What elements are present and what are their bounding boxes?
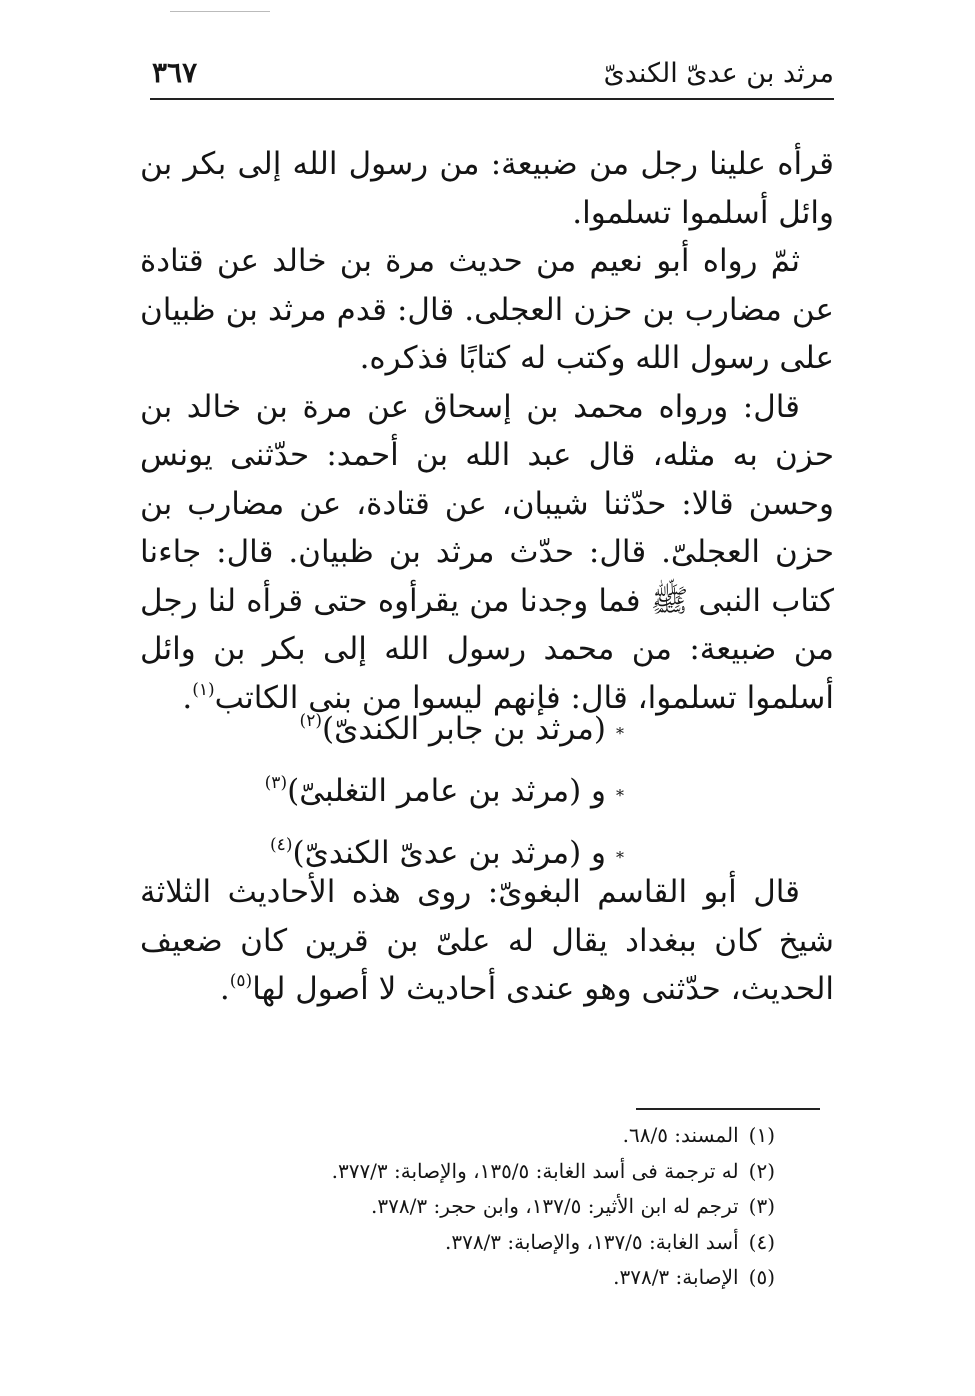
entry-list — [140, 698, 834, 884]
asterisk-icon: * — [616, 786, 624, 805]
top-edge-mark — [170, 11, 270, 12]
footnote-text: الإصابة: ٣٧٨/٣. — [613, 1265, 739, 1289]
entry-title: (مرثد بن جابر الكندىّ) — [322, 711, 606, 747]
entry-title: و (مرثد بن عدىّ الكندىّ) — [292, 835, 606, 871]
footnotes — [230, 1118, 775, 1296]
paragraph-1: قرأه علينا رجل من ضبيعة: من رسول الله إلى بكر بن وائل أسلموا تسلموا. — [140, 146, 834, 231]
footnote-text: ترجم له ابن الأثير: ١٣٧/٥، وابن حجر: ٣٧٨/٣. — [371, 1194, 739, 1218]
footnote-text: له ترجمة فى أسد الغابة: ١٣٥/٥، والإصابة: ٣٧٧/٣. — [331, 1158, 739, 1183]
footnote-item — [230, 1225, 775, 1261]
footnote-ref-5: (٥) — [229, 971, 253, 992]
page-number: ٣٦٧ — [152, 56, 198, 89]
footnote-separator — [636, 1108, 820, 1110]
footnote-item — [230, 1260, 775, 1296]
asterisk-icon: * — [616, 848, 624, 867]
footnote-text: المسند: ٦٨/٥. — [622, 1123, 739, 1147]
footnote-ref-2: (٢) — [299, 711, 322, 732]
footnote-ref-3: (٣) — [264, 773, 288, 794]
footnote-ref-1: (١) — [192, 679, 215, 700]
footnote-marker: (٤) — [748, 1229, 775, 1254]
asterisk-icon: * — [616, 724, 624, 743]
running-title: مرثد بن عدىّ الكندىّ — [603, 58, 834, 89]
footnote-item — [230, 1189, 775, 1225]
closing-paragraph-text: قال أبو القاسم البغوىّ: روى هذه الأحاديث الثلاثة شيخ كان ببغداد يقال له علىّ بن قرين كان ضعيف الحديث، حدّثنى وهو عندى أحاديث لا أصول لها — [140, 874, 834, 1007]
footnote-marker: (٣) — [748, 1194, 775, 1218]
footnote-marker: (٥) — [748, 1265, 775, 1289]
footnote-ref-4: (٤) — [270, 835, 293, 856]
footnote-item — [230, 1118, 775, 1154]
footnote-marker: (١) — [748, 1123, 775, 1147]
closing-text — [140, 868, 834, 1014]
entry-title: و (مرثد بن عامر التغلبىّ) — [287, 773, 606, 809]
paragraph-3: قال: ورواه محمد بن إسحاق عن مرة بن خالد بن حزن به مثله، قال عبد الله بن أحمد: حدّثنى يونس وحسن قالا: حدّثنا شيبان، عن قتادة، عن مضارب بن حزن العجلىّ. قال: حدّث مرثد بن ظبيان. قال: جاءنا كتاب النبى ﷺ فما وجدنا من يقرأوه حتى قرأه لنا رجل من ضبيعة: من محمد رسول الله إلى بكر بن وائل أسلموا تسلموا، قال: فإنهم ليسوا من بنى الكاتب$^{(١)}$. — [140, 388, 834, 716]
footnote-text: أسد الغابة: ١٣٧/٥، والإصابة: ٣٧٨/٣. — [444, 1229, 739, 1254]
entry-item — [140, 760, 834, 822]
paragraph-2: ثمّ رواه أبو نعيم من حديث مرة بن خالد عن قتادة عن مضارب بن حزن العجلى. قال: قدم مرثد بن ظبيان على رسول الله وكتب له كتابًا فذكره. — [140, 243, 834, 376]
paragraph-3-text: قال: ورواه محمد بن إسحاق عن مرة بن خالد بن حزن به مثله، قال عبد الله بن أحمد: حدّثنى يونس وحسن قالا: حدّثنا شيبان، عن قتادة، عن مضارب بن حزن العجلىّ. قال: حدّث مرثد بن ظبيان. قال: جاءنا كتاب النبى ﷺ فما وجدنا من يقرأوه حتى قرأه لنا رجل من ضبيعة: من محمد رسول الله إلى بكر بن وائل أسلموا تسلموا، قال: فإنهم ليسوا من بنى الكاتب — [140, 388, 834, 716]
entry-item — [140, 698, 834, 760]
page-header — [150, 52, 834, 100]
closing-paragraph: قال أبو القاسم البغوىّ: روى هذه الأحاديث الثلاثة شيخ كان ببغداد يقال له علىّ بن قرين كان ضعيف الحديث، حدّثنى وهو عندى أحاديث لا أصول لها$^{(٥)}$. — [140, 874, 834, 1007]
footnote-marker: (٢) — [748, 1158, 775, 1183]
main-text — [140, 140, 834, 722]
footnote-item — [230, 1154, 775, 1190]
